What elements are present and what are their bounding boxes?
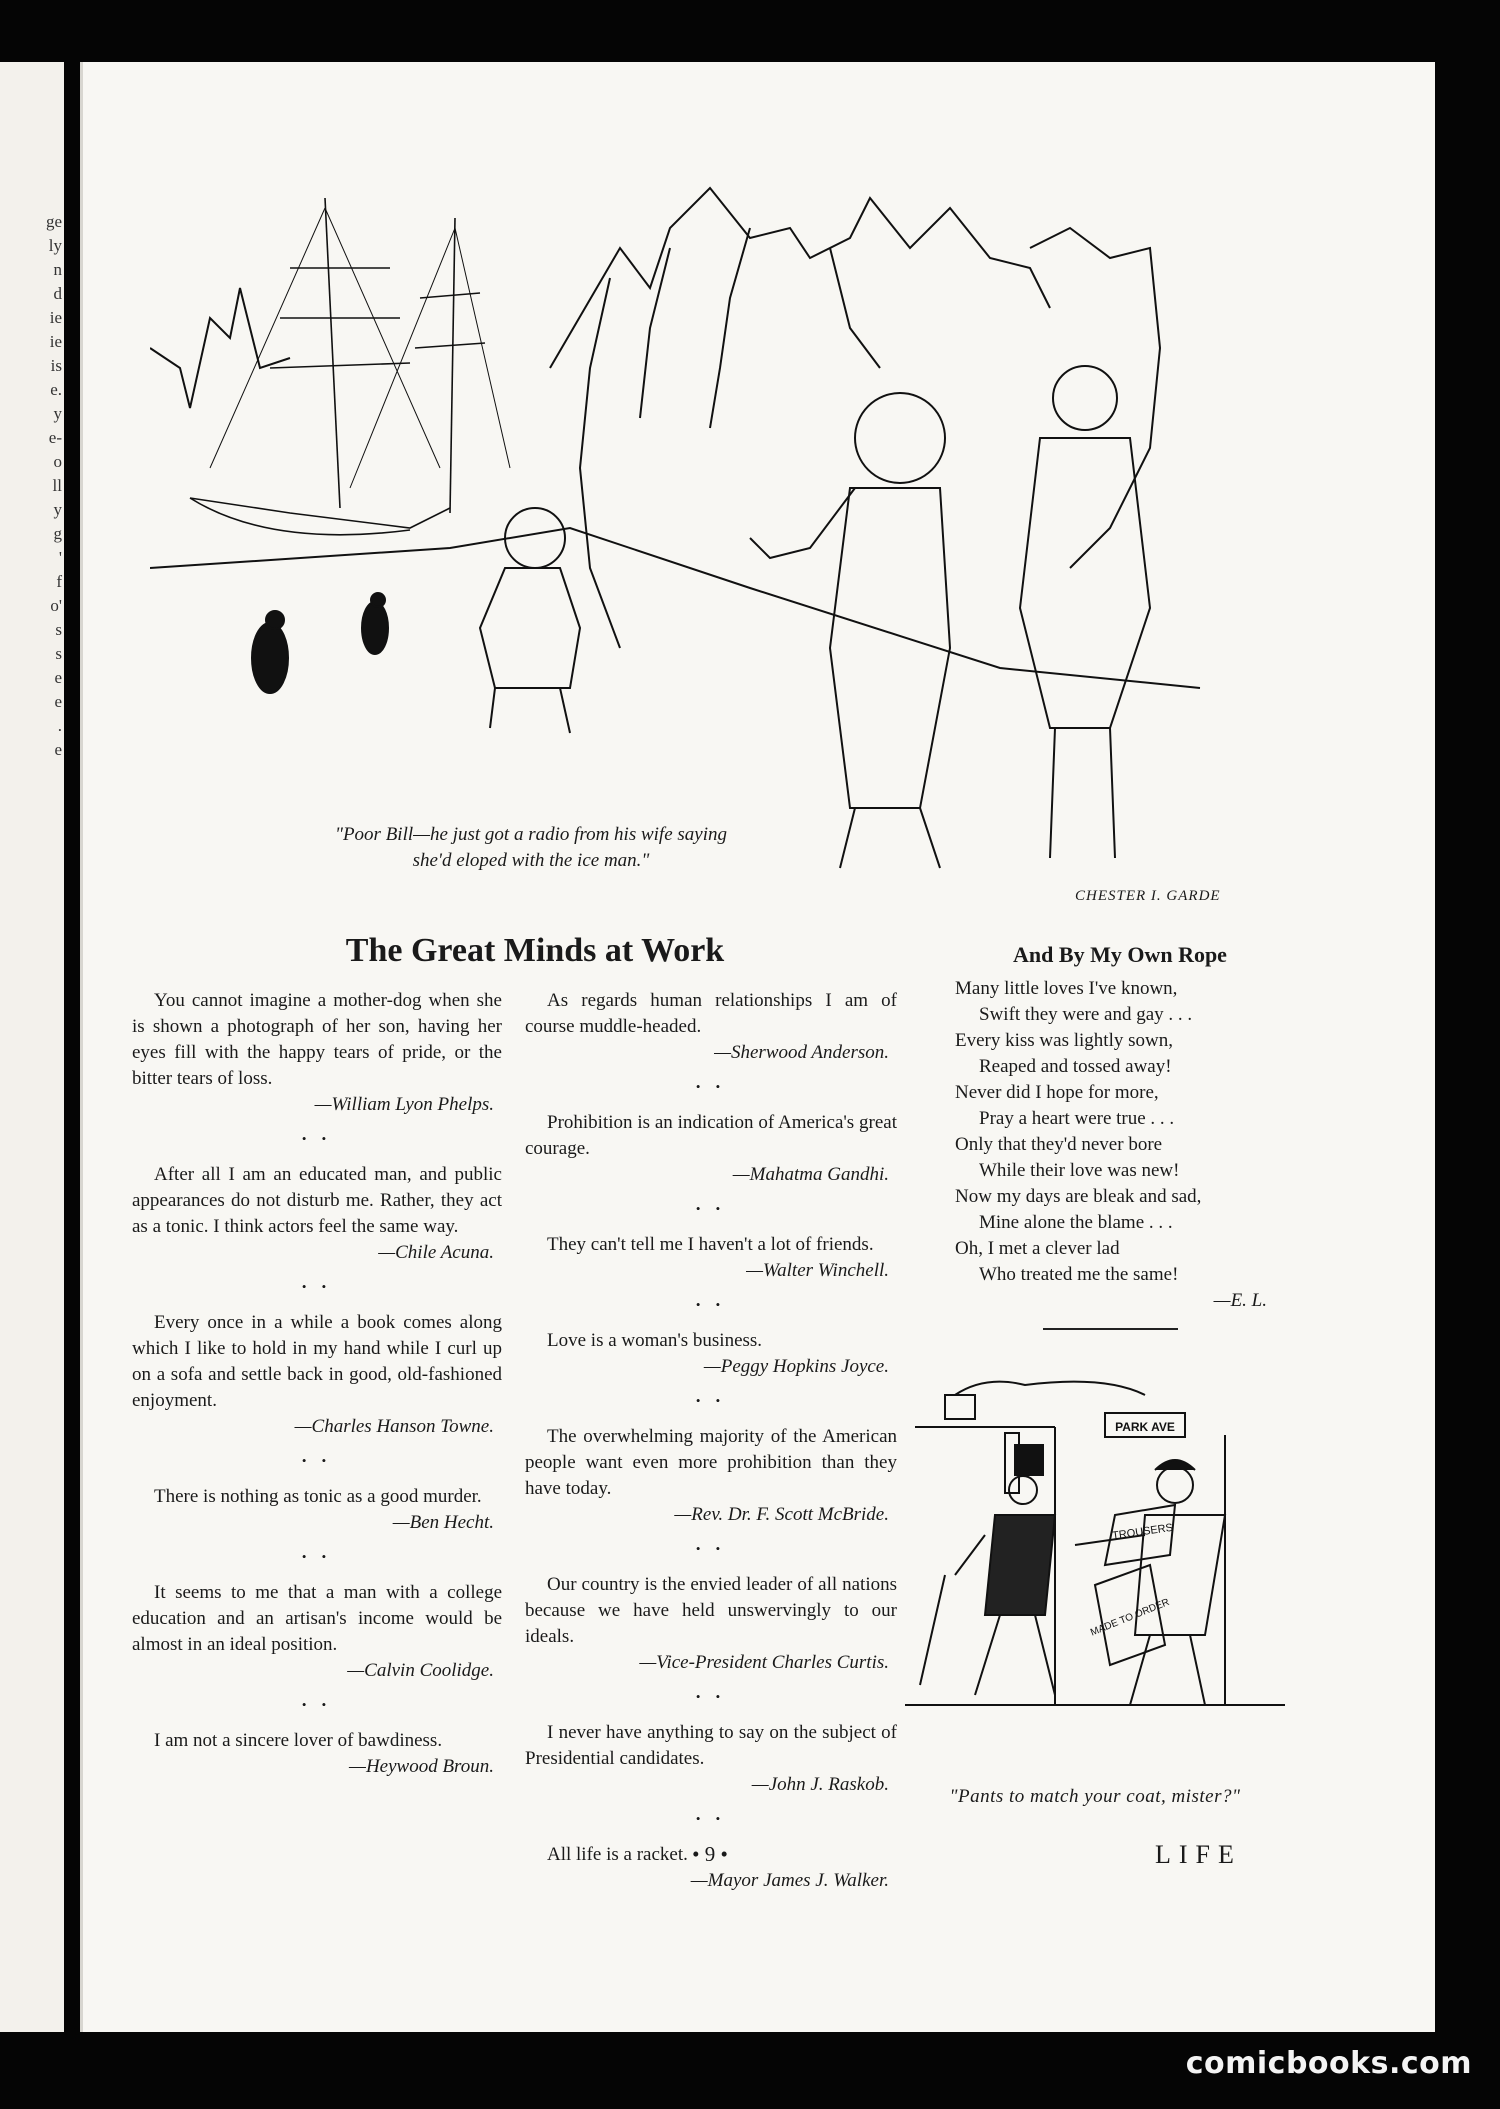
street-sign-text: PARK AVE [1115,1420,1175,1434]
poem-line: Oh, I met a clever lad [955,1238,1120,1259]
watermark: comicbooks.com [1185,2046,1472,2081]
adjacent-page-edge [0,62,64,2032]
caption-line-2: she'd eloped with the ice man." [412,850,650,871]
quote-attribution: —William Lyon Phelps. [314,1094,494,1115]
quote-attribution: —Calvin Coolidge. [347,1660,494,1681]
poem-author: —E. L. [1213,1290,1267,1311]
poem-line: Mine alone the blame . . . [979,1212,1173,1233]
edge-text-fragment: d [53,284,62,303]
poem-line: While their love was new! [979,1160,1180,1181]
board-top-text: TROUSERS [1111,1521,1174,1543]
quote-attribution: —Heywood Broun. [349,1756,494,1777]
quote-attribution: —Walter Winchell. [746,1260,889,1281]
quote-text: I never have anything to say on the subject of Presidential candidates. [525,1722,897,1769]
edge-text-fragment: e [54,668,62,687]
sitting-explorer [480,508,580,733]
quote-text: There is nothing as tonic as a good murder. [154,1486,482,1507]
quote-attribution: —Vice-President Charles Curtis. [639,1652,889,1673]
quote-text: The overwhelming majority of the American people want even more prohibition than they have today. [525,1426,897,1499]
quote-attribution: —Mayor James J. Walker. [690,1870,889,1891]
quote-text: You cannot imagine a mother-dog when she is shown a photograph of her son, having her eyes fill with the happy tears of pride, or the bitter tears of loss. [132,990,502,1089]
article-headline: The Great Minds at Work [345,932,725,969]
sailing-ship [190,198,510,535]
quote-text: As regards human relationships I am of course muddle-headed. [525,990,897,1037]
divider-rule [1043,1328,1178,1330]
page-number: • 9 • [692,1842,728,1866]
artist-signature: CHESTER I. GARDE [1075,888,1221,904]
quote-separator: • • [301,1279,333,1294]
edge-text-fragment: n [53,260,62,279]
top-cartoon-caption [246,822,816,874]
quote-text: All life is a racket. [547,1844,688,1865]
quote-separator: • • [695,1811,727,1826]
quote-attribution: —Ben Hecht. [392,1512,494,1533]
edge-text-fragment: ge [45,212,62,231]
quote-separator: • • [301,1697,333,1712]
edge-text-fragment: f [56,572,62,591]
penguins [252,593,388,693]
bottom-cartoon-caption: "Pants to match your coat, mister?" [949,1786,1241,1807]
quote-text: It seems to me that a man with a college education and an artisan's income would be almost in an ideal position. [132,1582,502,1655]
quote-attribution: —Charles Hanson Towne. [294,1416,494,1437]
quote-separator: • • [301,1549,333,1564]
edge-text-fragment: y [53,404,62,423]
edge-text-fragment: ' [58,548,62,567]
sandwich-board [1089,1505,1175,1665]
quote-text: Prohibition is an indication of America's great courage. [525,1112,897,1159]
quote-separator: • • [301,1131,333,1146]
poem-line: Never did I hope for more, [955,1082,1159,1103]
poem-line: Only that they'd never bore [955,1134,1163,1155]
quote-text: I am not a sincere lover of bawdiness. [154,1730,443,1751]
edge-text-fragment: ll [52,476,62,495]
arctic-cartoon-illustration [150,168,1300,918]
edge-text-fragment: e [54,692,62,711]
magazine-name: LIFE [1155,1840,1242,1869]
standing-explorer-coat [1020,366,1150,858]
street-scene [905,1382,1285,1705]
quote-text: Every once in a while a book comes along which I like to hold in my hand while I curl up on a sofa and settle back in good, old-fashioned enjoyment. [132,1312,502,1411]
edge-text-fragment: o' [50,596,62,615]
quote-text: They can't tell me I haven't a lot of friends. [547,1234,874,1255]
top-hat-man [920,1445,1055,1695]
edge-text-fragment: ie [49,332,62,351]
edge-text-fragment: . [57,716,62,735]
poem [955,976,1275,1314]
quote-attribution: —Sherwood Anderson. [714,1042,889,1063]
edge-text-fragment: ie [49,308,62,327]
quote-text: Love is a woman's business. [547,1330,763,1351]
edge-text-fragment: ly [48,236,62,255]
quote-separator: • • [695,1297,727,1312]
quote-text: After all I am an educated man, and public appearances do not disturb me. Rather, they act as a tonic. I think actors feel the same way. [132,1164,502,1237]
edge-text-fragment: is [50,356,62,375]
edge-text-fragment: s [55,620,62,639]
poem-line: Swift they were and gay . . . [979,1004,1193,1025]
quotes-column-left [132,988,502,1780]
caption-line-1: "Poor Bill—he just got a radio from his wife saying [334,824,728,845]
board-bottom-text: MADE TO ORDER [1089,1596,1172,1639]
poem-line: Reaped and tossed away! [979,1056,1172,1077]
quote-attribution: —John J. Raskob. [751,1774,889,1795]
quote-separator: • • [695,1689,727,1704]
edge-text-fragment: s [55,644,62,663]
poem-line: Now my days are bleak and sad, [955,1186,1202,1207]
quote-attribution: —Mahatma Gandhi. [732,1164,889,1185]
poem-line: Who treated me the same! [979,1264,1179,1285]
poem-title: And By My Own Rope [1013,942,1227,967]
edge-text-fragment: e- [48,428,62,447]
salesman [1075,1460,1225,1705]
edge-text-fragment: e. [50,380,62,399]
edge-text-fragment: o [53,452,62,471]
poem-line: Every kiss was lightly sown, [955,1030,1173,1051]
quote-separator: • • [695,1541,727,1556]
poem-line: Pray a heart were true . . . [979,1108,1175,1129]
quote-separator: • • [301,1453,333,1468]
trousers-cartoon-illustration [905,1375,1285,1815]
quotes-column-middle [525,988,897,1894]
edge-text-fragment: g [53,524,62,543]
quote-separator: • • [695,1393,727,1408]
quote-attribution: —Chile Acuna. [378,1242,494,1263]
quote-attribution: —Peggy Hopkins Joyce. [703,1356,889,1377]
standing-explorer-fur [750,393,950,868]
quote-text: Our country is the envied leader of all nations because we have held unswervingly to our ideals. [525,1574,897,1647]
edge-text-fragment: e [54,740,62,759]
quote-separator: • • [695,1079,727,1094]
quote-attribution: —Rev. Dr. F. Scott McBride. [674,1504,889,1525]
quote-separator: • • [695,1201,727,1216]
poem-line: Many little loves I've known, [955,978,1178,999]
edge-text-fragment: y [53,500,62,519]
